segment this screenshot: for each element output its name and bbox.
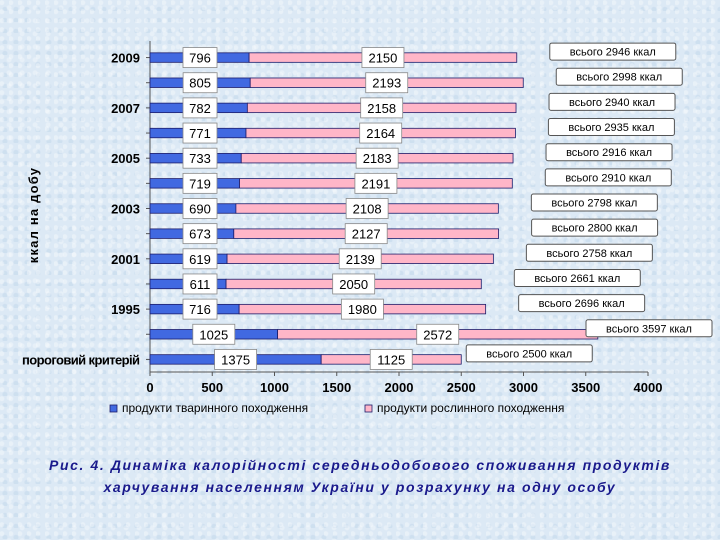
y-axis-label: ккал на добу <box>26 166 41 264</box>
value-label-animal: 690 <box>189 201 211 217</box>
y-category-label: 2009 <box>111 50 140 66</box>
y-category-label: 2005 <box>111 151 140 167</box>
value-label-animal: 673 <box>189 226 211 242</box>
y-category-label: 2001 <box>111 251 140 267</box>
total-callout-label: всього 2758 ккал <box>546 247 633 260</box>
value-label-animal: 611 <box>189 276 211 292</box>
legend-swatch-plant <box>365 405 372 412</box>
value-label-animal: 716 <box>189 302 211 318</box>
value-label-plant: 2150 <box>368 50 398 66</box>
total-callout-label: всього 2910 ккал <box>565 172 652 185</box>
value-label-plant: 1980 <box>347 302 377 318</box>
figure-caption-line-2: харчування населенням України у розрахунку на одну особу <box>103 479 617 495</box>
total-callout-label: всього 3597 ккал <box>606 323 692 336</box>
value-label-plant: 2139 <box>345 251 375 267</box>
x-tick-label: 2000 <box>384 380 414 395</box>
value-label-animal: 771 <box>189 126 211 142</box>
x-tick-label: 4000 <box>633 380 663 395</box>
legend-label-animal: продукти тваринного походження <box>122 401 309 415</box>
y-category-label: 1995 <box>111 302 140 318</box>
value-label-animal: 782 <box>189 100 211 116</box>
value-label-plant: 2183 <box>362 151 392 167</box>
total-callout-label: всього 2500 ккал <box>486 348 573 361</box>
value-label-plant: 2572 <box>423 327 453 343</box>
value-label-animal: 805 <box>189 75 211 91</box>
x-tick-label: 1500 <box>322 380 352 395</box>
x-tick-label: 2500 <box>446 380 476 395</box>
y-category-label: 2007 <box>111 100 140 116</box>
x-tick-label: 1000 <box>260 380 289 395</box>
legend-swatch-animal <box>110 405 117 412</box>
y-category-label: пороговий критерій <box>22 352 140 368</box>
value-label-animal: 619 <box>189 251 211 267</box>
legend-label-plant: продукти рослинного походження <box>377 401 565 415</box>
value-label-plant: 2193 <box>372 75 402 91</box>
value-label-plant: 2164 <box>366 126 396 142</box>
total-callout-label: всього 2998 ккал <box>576 71 663 84</box>
total-callout-label: всього 2940 ккал <box>569 96 656 109</box>
x-tick-label: 3000 <box>509 380 538 395</box>
value-label-animal: 1025 <box>199 327 229 343</box>
x-tick-label: 0 <box>146 380 154 395</box>
value-label-animal: 733 <box>189 151 211 167</box>
total-callout-label: всього 2696 ккал <box>538 298 625 311</box>
total-callout-label: всього 2661 ккал <box>534 272 621 285</box>
value-label-plant: 2127 <box>351 226 381 242</box>
value-label-animal: 1375 <box>221 352 251 368</box>
total-callout-label: всього 2935 ккал <box>568 122 655 135</box>
total-callout-label: всього 2916 ккал <box>566 147 653 160</box>
total-callout-label: всього 2946 ккал <box>569 46 656 59</box>
value-label-plant: 1125 <box>377 352 406 368</box>
figure-caption-line-1: Рис. 4. Динаміка калорійності середньодобового споживання продуктів <box>49 457 671 473</box>
value-label-plant: 2191 <box>361 176 391 192</box>
value-label-plant: 2158 <box>367 100 397 116</box>
value-label-plant: 2050 <box>339 276 369 292</box>
value-label-animal: 719 <box>189 176 211 192</box>
total-callout-label: всього 2798 ккал <box>551 197 638 210</box>
x-tick-label: 3500 <box>571 380 601 395</box>
y-category-label: 2003 <box>111 201 140 217</box>
value-label-plant: 2108 <box>352 201 382 217</box>
value-label-animal: 796 <box>189 50 211 66</box>
total-callout-label: всього 2800 ккал <box>551 222 638 235</box>
x-tick-label: 500 <box>201 380 224 395</box>
